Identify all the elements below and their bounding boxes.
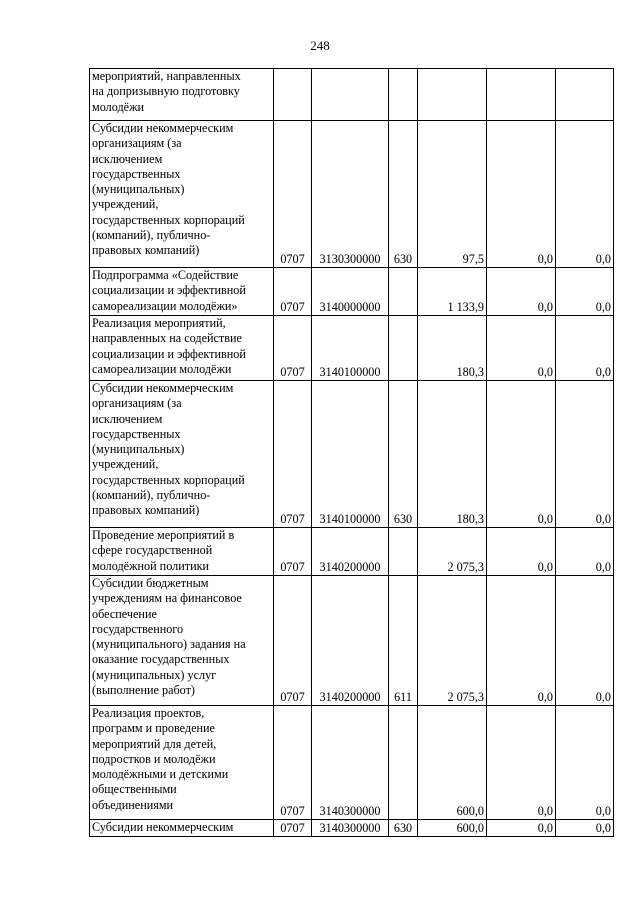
item-name-text: Субсидии некоммерческим [92, 820, 234, 834]
amount-year3-cell: 0,0 [556, 121, 614, 268]
item-name-text: Субсидии бюджетным учреждениям на финансовое обеспечение государственного (муниципального) задания на оказание государственных (муниципальных) услуг (выполнение работ) [92, 576, 246, 698]
section-code-cell [274, 69, 312, 121]
item-name-text: Проведение мероприятий в сфере государственной молодёжной политики [92, 528, 235, 573]
item-name-cell [90, 121, 274, 268]
amount-year3-cell: 0,0 [556, 381, 614, 528]
amount-cell: 180,3 [418, 381, 487, 528]
item-name-cell [90, 528, 274, 576]
section-code-cell: 0707 [274, 381, 312, 528]
item-name-text: Подпрограмма «Содействие социализации и эффективной самореализации молодёжи» [92, 268, 246, 313]
target-code-cell: 3140100000 [312, 381, 389, 528]
amount-year2-cell [487, 69, 556, 121]
table-body [90, 69, 614, 837]
item-name-cell [90, 316, 274, 381]
table-row [90, 381, 614, 528]
amount-year2-cell: 0,0 [487, 706, 556, 820]
item-name-cell [90, 706, 274, 820]
amount-cell [418, 69, 487, 121]
amount-year2-cell: 0,0 [487, 820, 556, 837]
amount-year2-cell: 0,0 [487, 576, 556, 706]
section-code-cell: 0707 [274, 528, 312, 576]
section-code-cell: 0707 [274, 576, 312, 706]
item-name-cell [90, 576, 274, 706]
target-code-cell: 3140300000 [312, 706, 389, 820]
item-name-cell [90, 381, 274, 528]
target-code-cell: 3140100000 [312, 316, 389, 381]
target-code-cell: 3130300000 [312, 121, 389, 268]
expense-type-cell: 611 [389, 576, 418, 706]
section-code-cell: 0707 [274, 820, 312, 837]
amount-year2-cell: 0,0 [487, 381, 556, 528]
table-row [90, 706, 614, 820]
amount-cell: 97,5 [418, 121, 487, 268]
section-code-cell: 0707 [274, 706, 312, 820]
amount-year3-cell: 0,0 [556, 820, 614, 837]
target-code-cell: 3140200000 [312, 576, 389, 706]
budget-table [89, 68, 614, 837]
expense-type-cell [389, 316, 418, 381]
table-row [90, 121, 614, 268]
amount-year3-cell: 0,0 [556, 316, 614, 381]
amount-year2-cell: 0,0 [487, 316, 556, 381]
target-code-cell: 3140300000 [312, 820, 389, 837]
amount-year2-cell: 0,0 [487, 268, 556, 316]
table-row [90, 316, 614, 381]
table-row [90, 268, 614, 316]
amount-year3-cell: 0,0 [556, 528, 614, 576]
section-code-cell: 0707 [274, 316, 312, 381]
item-name-text: мероприятий, направленных на допризывную подготовку молодёжи [92, 69, 241, 114]
item-name-cell [90, 820, 274, 837]
target-code-cell: 3140000000 [312, 268, 389, 316]
section-code-cell: 0707 [274, 121, 312, 268]
amount-year3-cell [556, 69, 614, 121]
item-name-cell [90, 268, 274, 316]
expense-type-cell [389, 268, 418, 316]
page-number: 248 [310, 38, 330, 53]
amount-year2-cell: 0,0 [487, 528, 556, 576]
table-row [90, 528, 614, 576]
item-name-text: Субсидии некоммерческим организациям (за исключением государственных (муниципальных) учреждений, государственных корпораций (компаний), публично- правовых компаний) [92, 381, 245, 518]
expense-type-cell: 630 [389, 381, 418, 528]
amount-year3-cell: 0,0 [556, 706, 614, 820]
amount-cell: 2 075,3 [418, 528, 487, 576]
expense-type-cell [389, 528, 418, 576]
target-code-cell: 3140200000 [312, 528, 389, 576]
table-row [90, 69, 614, 121]
table-row [90, 820, 614, 837]
amount-cell: 180,3 [418, 316, 487, 381]
section-code-cell: 0707 [274, 268, 312, 316]
amount-cell: 2 075,3 [418, 576, 487, 706]
target-code-cell [312, 69, 389, 121]
amount-cell: 600,0 [418, 706, 487, 820]
item-name-text: Реализация мероприятий, направленных на содействие социализации и эффективной самореализации молодёжи [92, 316, 246, 376]
expense-type-cell: 630 [389, 121, 418, 268]
item-name-text: Реализация проектов, программ и проведение мероприятий для детей, подростков и молодёжи молодёжными и детскими общественными объединениями [92, 706, 229, 812]
expense-type-cell: 630 [389, 820, 418, 837]
table-row [90, 576, 614, 706]
amount-year3-cell: 0,0 [556, 268, 614, 316]
item-name-text: Субсидии некоммерческим организациям (за исключением государственных (муниципальных) учреждений, государственных корпораций (компаний), публично- правовых компаний) [92, 121, 245, 258]
item-name-cell [90, 69, 274, 121]
amount-cell: 1 133,9 [418, 268, 487, 316]
expense-type-cell [389, 706, 418, 820]
amount-year2-cell: 0,0 [487, 121, 556, 268]
amount-year3-cell: 0,0 [556, 576, 614, 706]
expense-type-cell [389, 69, 418, 121]
amount-cell: 600,0 [418, 820, 487, 837]
